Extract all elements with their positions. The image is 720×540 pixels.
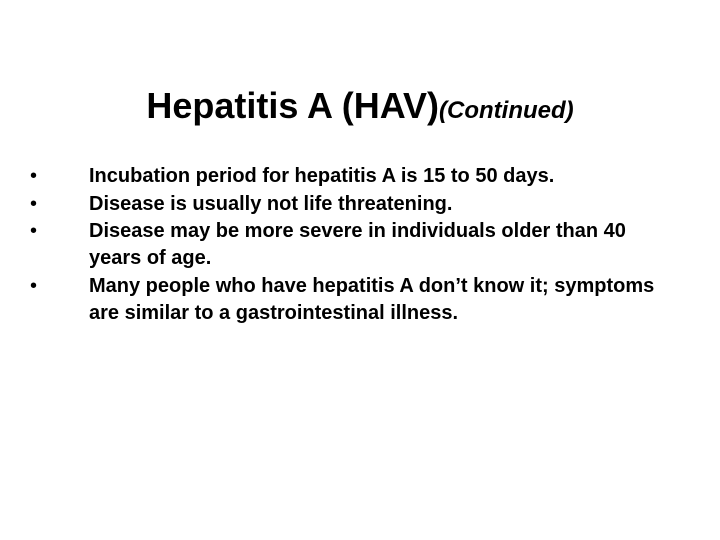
title-continued: (Continued) — [439, 97, 574, 124]
bullet-text: Many people who have hepatitis A don’t know it; symptoms are similar to a gastrointestinal illness. — [89, 274, 655, 324]
bullet-text: Disease may be more severe in individuals older than 40 years of age. — [89, 220, 626, 269]
bullet-text: Incubation period for hepatitis A is 15 to 50 days. — [89, 165, 555, 187]
bullet-dot-icon: • — [30, 165, 38, 187]
bullet-dot-icon: • — [30, 220, 38, 242]
bullet-item — [30, 218, 680, 272]
slide-title — [0, 85, 720, 126]
title-main: Hepatitis A (HAV) — [146, 85, 440, 126]
bullet-item — [30, 191, 680, 218]
bullet-item — [30, 163, 680, 190]
bullet-dot-icon: • — [30, 192, 38, 215]
bullet-list — [30, 163, 680, 327]
bullet-text: Disease is usually not life threatening. — [89, 192, 453, 215]
bullet-dot-icon: • — [30, 274, 38, 297]
bullet-item — [30, 273, 680, 327]
